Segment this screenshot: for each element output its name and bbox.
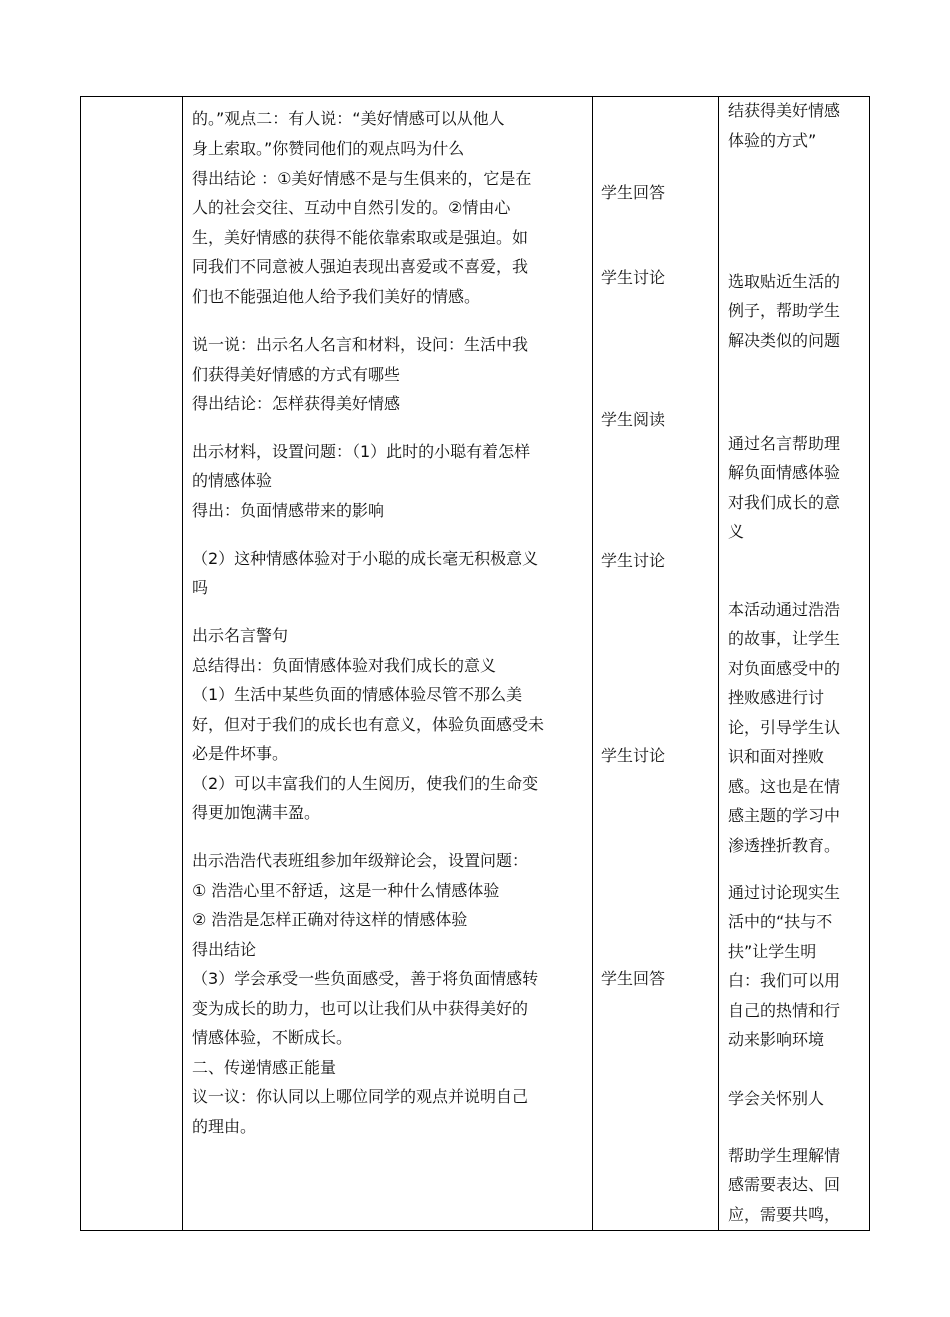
purpose-text-line: 解负面情感体验 <box>728 463 841 482</box>
content-text-line: 的理由。 <box>192 1117 257 1136</box>
purpose-text-line: 的故事，让学生 <box>728 629 841 648</box>
content-text-line: 人的社会交往、互动中自然引发的。②情由心 <box>192 198 511 217</box>
content-text-line: 说一说：出示名人名言和材料，设问：生活中我 <box>192 335 529 354</box>
purpose-text-line: 自己的热情和行 <box>728 1001 841 1020</box>
purpose-text-line: 学会关怀别人 <box>728 1089 825 1108</box>
lesson-plan-table <box>80 96 870 1231</box>
content-text-line: 得出结论：怎样获得美好情感 <box>192 394 401 413</box>
purpose-text-line: 渗透挫折教育。 <box>728 836 841 855</box>
content-text-line: 得出结论 ：①美好情感不是与生俱来的，它是在 <box>192 169 532 188</box>
student-activity-column <box>601 97 711 1230</box>
content-text-line: 出示名言警句 <box>192 626 289 645</box>
content-text-line: 生，美好情感的获得不能依靠索取或是强迫。如 <box>192 228 529 247</box>
purpose-text-line: 挫败感进行讨 <box>728 688 825 707</box>
purpose-text-line: 识和面对挫败 <box>728 747 825 766</box>
purpose-text-line: 结获得美好情感 <box>728 101 841 120</box>
content-text-line: ① 浩浩心里不舒适，这是一种什么情感体验 <box>192 881 500 900</box>
activity-text: 学生回答 <box>601 969 666 988</box>
purpose-text-line: 义 <box>728 522 745 541</box>
purpose-text-line: 体验的方式” <box>728 131 817 150</box>
purpose-text-line: 选取贴近生活的 <box>728 272 841 291</box>
content-text-line: （2）可以丰富我们的人生阅历，使我们的生命变 <box>192 774 539 793</box>
content-text-line: （3）学会承受一些负面感受，善于将负面情感转 <box>192 969 539 988</box>
teaching-content-column <box>192 97 584 1230</box>
purpose-text-line: 感主题的学习中 <box>728 806 841 825</box>
purpose-text-line: 扶”让学生明 <box>728 942 817 961</box>
content-text-line: 得更加饱满丰盈。 <box>192 803 321 822</box>
design-purpose-column <box>728 97 864 1230</box>
content-text-line: 议一议：你认同以上哪位同学的观点并说明自己 <box>192 1087 529 1106</box>
column-divider <box>182 97 183 1230</box>
purpose-text-line: 对我们成长的意 <box>728 493 841 512</box>
column-divider <box>718 97 719 1230</box>
content-text-line: ② 浩浩是怎样正确对待这样的情感体验 <box>192 910 468 929</box>
content-text-line: 们也不能强迫他人给予我们美好的情感。 <box>192 287 481 306</box>
purpose-text-line: 例子，帮助学生 <box>728 301 841 320</box>
content-text-line: 二、传递情感正能量 <box>192 1058 337 1077</box>
column-divider <box>592 97 593 1230</box>
activity-text: 学生讨论 <box>601 268 666 287</box>
content-text-line: （1）生活中某些负面的情感体验尽管不那么美 <box>192 685 523 704</box>
activity-text: 学生讨论 <box>601 551 666 570</box>
content-text-line: 同我们不同意被人强迫表现出喜爱或不喜爱，我 <box>192 257 529 276</box>
content-text-line: 好，但对于我们的成长也有意义，体验负面感受未 <box>192 715 545 734</box>
content-text-line: 的。”观点二：有人说：“美好情感可以从他人 <box>192 109 505 128</box>
content-text-line: 出示材料，设置问题：（1）此时的小聪有着怎样 <box>192 442 531 461</box>
content-text-line: 得出：负面情感带来的影响 <box>192 501 385 520</box>
content-text-line: 们获得美好情感的方式有哪些 <box>192 365 401 384</box>
purpose-text-line: 解决类似的问题 <box>728 331 841 350</box>
purpose-text-line: 感。这也是在情 <box>728 777 841 796</box>
content-text-line: 总结得出：负面情感体验对我们成长的意义 <box>192 656 497 675</box>
empty-first-column <box>81 97 182 1230</box>
content-text-line: 身上索取。”你赞同他们的观点吗为什么 <box>192 139 465 158</box>
content-text-line: 出示浩浩代表班组参加年级辩论会，设置问题： <box>192 851 529 870</box>
purpose-text-line: 本活动通过浩浩 <box>728 600 841 619</box>
content-text-line: 情感体验，不断成长。 <box>192 1028 353 1047</box>
activity-text: 学生讨论 <box>601 746 666 765</box>
activity-text: 学生阅读 <box>601 410 666 429</box>
content-text-line: 的情感体验 <box>192 471 273 490</box>
purpose-text-line: 对负面感受中的 <box>728 659 841 678</box>
content-text-line: 必是件坏事。 <box>192 744 289 763</box>
purpose-text-line: 感需要表达、回 <box>728 1175 841 1194</box>
purpose-text-line: 应，需要共鸣， <box>728 1205 841 1224</box>
content-text-line: 变为成长的助力，也可以让我们从中获得美好的 <box>192 999 529 1018</box>
content-text-line: 吗 <box>192 578 209 597</box>
purpose-text-line: 通过名言帮助理 <box>728 434 841 453</box>
purpose-text-line: 活中的“扶与不 <box>728 912 833 931</box>
content-text-line: （2）这种情感体验对于小聪的成长毫无积极意义 <box>192 549 539 568</box>
purpose-text-line: 帮助学生理解情 <box>728 1146 841 1165</box>
purpose-text-line: 通过讨论现实生 <box>728 883 841 902</box>
content-text-line: 得出结论 <box>192 940 257 959</box>
purpose-text-line: 动来影响环境 <box>728 1030 825 1049</box>
activity-text: 学生回答 <box>601 183 666 202</box>
purpose-text-line: 白：我们可以用 <box>728 971 841 990</box>
purpose-text-line: 论，引导学生认 <box>728 718 841 737</box>
